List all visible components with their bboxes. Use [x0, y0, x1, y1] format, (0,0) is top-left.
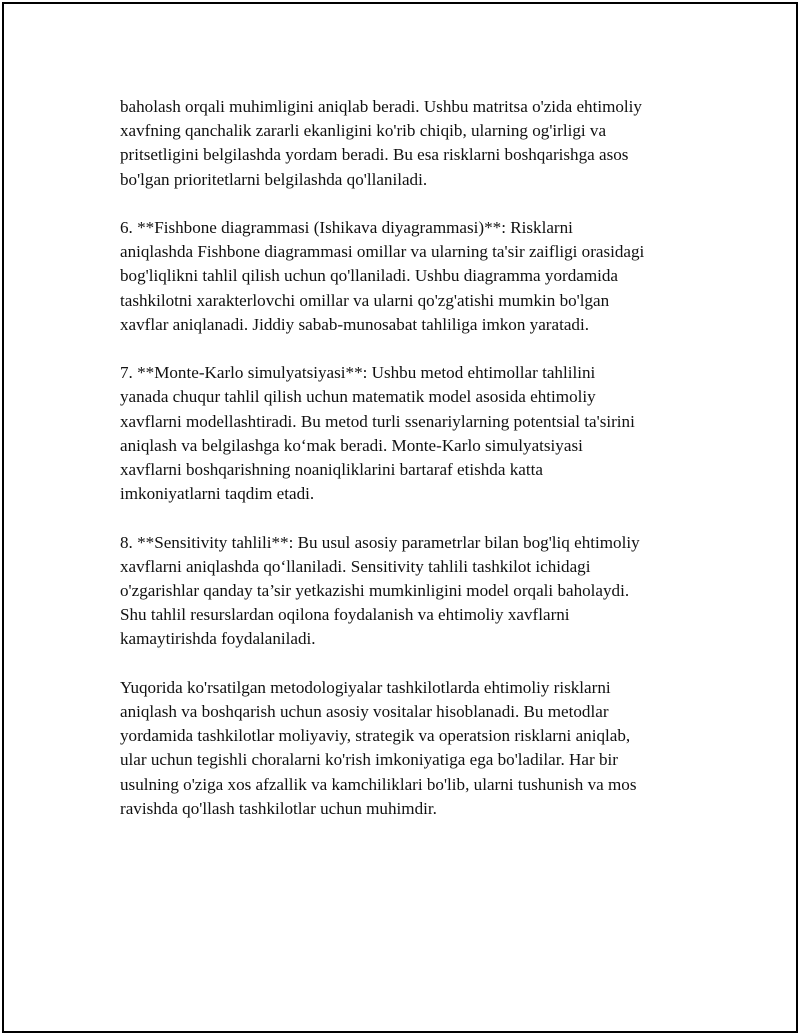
text-line: xavflar aniqlanadi. Jiddiy sabab-munosabat tahliliga imkon yaratadi.	[120, 314, 589, 334]
text-line: Yuqorida ko'rsatilgan metodologiyalar tashkilotlarda ehtimoliy risklarni	[120, 677, 611, 697]
text-line: kamaytirishda foydalaniladi.	[120, 629, 316, 649]
text-line: xavflarni aniqlashda qo‘llaniladi. Sensitivity tahlili tashkilot ichidagi	[120, 556, 591, 576]
text-line: yanada chuqur tahlil qilish uchun matematik model asosida ehtimoliy	[120, 387, 596, 407]
paragraph-sensitivity	[120, 531, 720, 652]
paragraph-monte-carlo	[120, 361, 720, 506]
text-line: Shu tahlil resurslardan oqilona foydalanish va ehtimoliy xavflarni	[120, 605, 570, 625]
text-line: xavfning qanchalik zararli ekanligini ko'rib chiqib, ularning og'irligi va	[120, 121, 607, 141]
text-line: xavflarni modellashtiradi. Bu metod turli ssenariylarning potentsial ta'sirini	[120, 411, 635, 431]
paragraph-fishbone	[120, 216, 720, 337]
text-line: tashkilotni xarakterlovchi omillar va ularni qo'zg'atishi mumkin bo'lgan	[120, 290, 610, 310]
text-line: aniqlash va boshqarish uchun asosiy vositalar hisoblanadi. Bu metodlar	[120, 702, 609, 722]
text-line: yordamida tashkilotlar moliyaviy, strategik va operatsion risklarni aniqlab,	[120, 726, 631, 746]
text-line: ravishda qo'llash tashkilotlar uchun muhimdir.	[120, 798, 437, 818]
text-line: pritsetligini belgilashda yordam beradi. Bu esa risklarni boshqarishga asos	[120, 145, 629, 165]
text-line: xavflarni boshqarishning noaniqliklarini bartaraf etishda katta	[120, 460, 543, 480]
paragraph-conclusion	[120, 676, 720, 821]
page-frame	[2, 2, 798, 1033]
text-line: bo'lgan prioritetlarni belgilashda qo'llaniladi.	[120, 169, 428, 189]
text-line: bog'liqlikni tahlil qilish uchun qo'llaniladi. Ushbu diagramma yordamida	[120, 266, 619, 286]
text-line: 8. **Sensitivity tahlili**: Bu usul asosiy parametrlar bilan bog'liq ehtimoliy	[120, 532, 640, 552]
text-line: ular uchun tegishli choralarni ko'rish imkoniyatiga ega bo'ladilar. Har bir	[120, 750, 618, 770]
text-line: 6. **Fishbone diagrammasi (Ishikava diyagrammasi)**: Risklarni	[120, 218, 573, 237]
text-line: o'zgarishlar qanday ta’sir yetkazishi mumkinligini model orqali baholaydi.	[120, 581, 630, 601]
text-line: aniqlash va belgilashga ko‘mak beradi. Monte-Karlo simulyatsiyasi	[120, 435, 583, 455]
document-body	[120, 95, 720, 845]
text-line: imkoniyatlarni taqdim etadi.	[120, 484, 315, 504]
paragraph-risk-matrix	[120, 95, 720, 192]
text-line: baholash orqali muhimligini aniqlab beradi. Ushbu matritsa o'zida ehtimoliy	[120, 97, 642, 116]
text-line: usulning o'ziga xos afzallik va kamchiliklari bo'lib, ularni tushunish va mos	[120, 774, 637, 794]
text-line: aniqlashda Fishbone diagrammasi omillar va ularning ta'sir zaifligi orasidagi	[120, 242, 645, 262]
text-line: 7. **Monte-Karlo simulyatsiyasi**: Ushbu metod ehtimollar tahlilini	[120, 363, 596, 383]
